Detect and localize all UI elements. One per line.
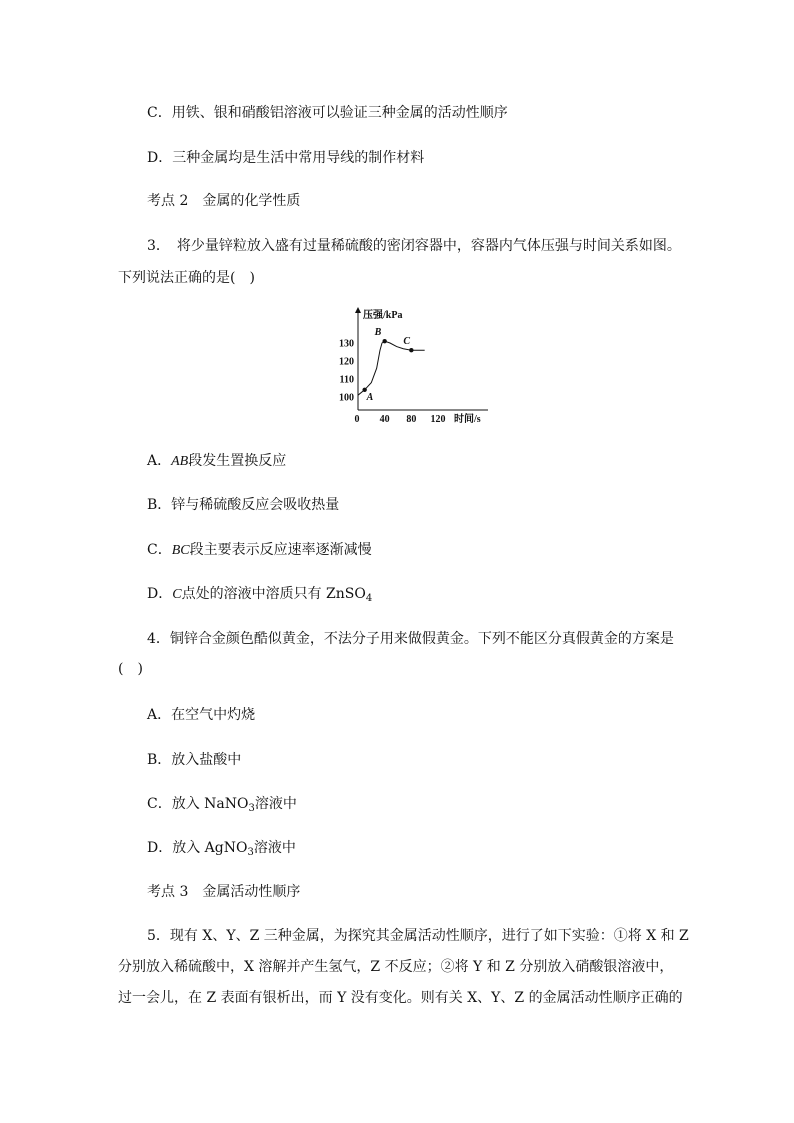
question-4-option-d: D．放入 AgNO$_3$溶液中 bbox=[147, 840, 296, 858]
question-5-line-1: 5．现有 X、Y、Z 三种金属，为探究其金属活动性顺序，进行了如下实验：①将 X 和 Z bbox=[147, 928, 689, 944]
y-axis-label: 压强/kPa bbox=[363, 310, 403, 321]
pressure-time-chart bbox=[328, 304, 494, 428]
y-tick-label: 130 bbox=[339, 338, 354, 350]
point-b bbox=[382, 339, 386, 343]
point-c bbox=[409, 348, 413, 352]
point-label-c: C bbox=[403, 336, 411, 348]
question-3-prompt: 下列说法正确的是( ) bbox=[118, 270, 255, 286]
x-tick-label: 40 bbox=[379, 414, 390, 425]
question-3-stem: 3． 将少量锌粒放入盛有过量稀硫酸的密闭容器中，容器内气体压强与时间关系如图。 bbox=[147, 238, 681, 254]
question-4-option-a: A．在空气中灼烧 bbox=[147, 707, 256, 723]
section-heading-2: 考点 2 金属的化学性质 bbox=[147, 193, 301, 209]
question-3-option-c: C．BC段主要表示反应速率逐渐减慢 bbox=[147, 542, 372, 558]
point-label-a: A bbox=[366, 391, 374, 403]
question-4-stem: 4．铜锌合金颜色酷似黄金，不法分子用来做假黄金。下列不能区分真假黄金的方案是 bbox=[147, 631, 674, 647]
x-tick-label: 120 bbox=[430, 414, 446, 425]
question-3-option-d: D．C点处的溶液中溶质只有 ZnSO$_4$ bbox=[147, 586, 373, 604]
section-heading-3: 考点 3 金属活动性顺序 bbox=[147, 884, 301, 900]
point-label-b: B bbox=[374, 327, 382, 339]
question-4-prompt: ( ) bbox=[118, 661, 143, 677]
question-5-line-2: 分别放入稀硫酸中，X 溶解并产生氢气，Z 不反应；②将 Y 和 Z 分别放入硝酸银溶液中， bbox=[118, 959, 674, 975]
pressure-curve bbox=[358, 341, 425, 395]
x-tick-label: 0 bbox=[354, 414, 360, 425]
question-3-option-b: B．锌与稀硫酸反应会吸收热量 bbox=[147, 497, 340, 513]
option-d-prev: D．三种金属均是生活中常用导线的制作材料 bbox=[147, 150, 425, 166]
option-c-prev: C．用铁、银和硝酸铝溶液可以验证三种金属的活动性顺序 bbox=[147, 105, 508, 121]
question-4-option-c: C．放入 NaNO$_3$溶液中 bbox=[147, 796, 297, 814]
y-tick-label: 120 bbox=[339, 356, 354, 368]
x-axis-label: 时间/s bbox=[454, 414, 481, 425]
y-tick-label: 100 bbox=[339, 392, 354, 404]
x-tick-label: 80 bbox=[406, 414, 417, 425]
question-4-option-b: B．放入盐酸中 bbox=[147, 752, 242, 768]
question-3-option-a: A．AB段发生置换反应 bbox=[147, 453, 287, 469]
question-5-line-3: 过一会儿，在 Z 表面有银析出，而 Y 没有变化。则有关 X、Y、Z 的金属活动性顺序正确的 bbox=[118, 990, 683, 1006]
y-tick-label: 110 bbox=[339, 374, 354, 386]
